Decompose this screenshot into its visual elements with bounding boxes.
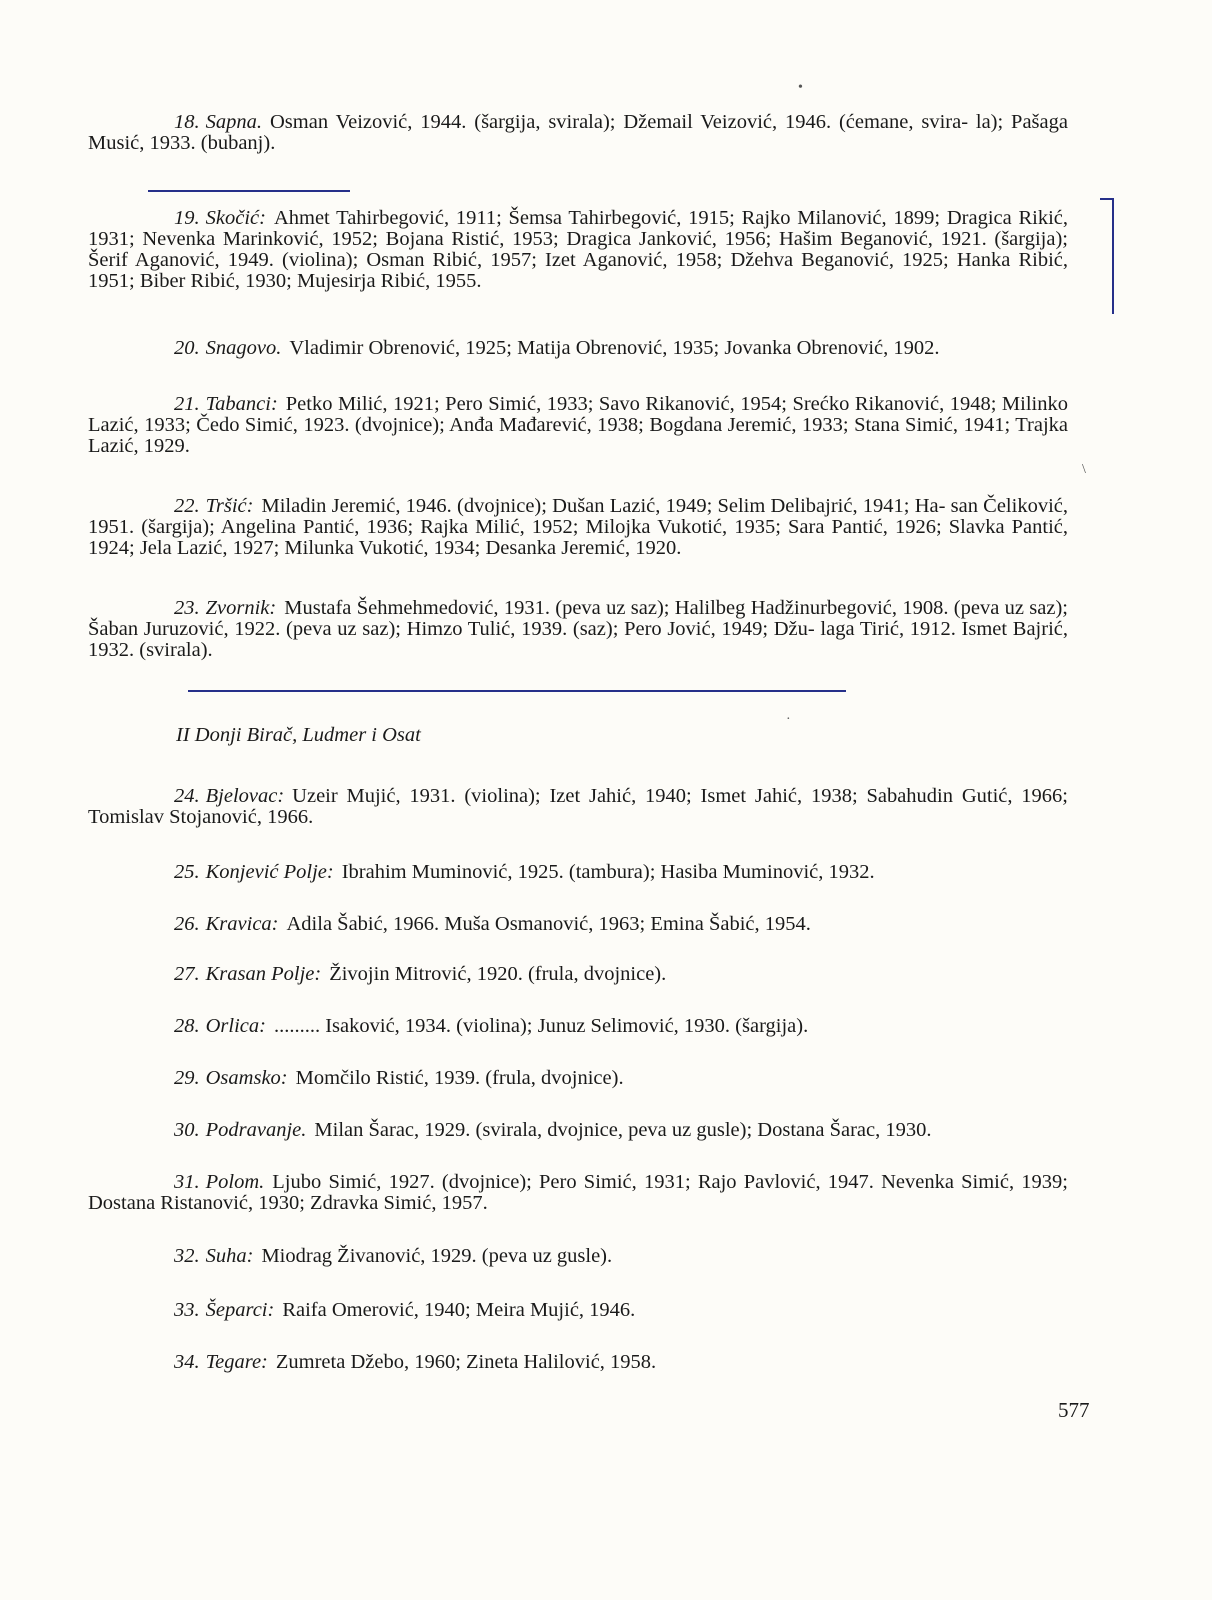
blue-pen-bracket (1100, 198, 1114, 314)
place-name: Osamsko: (205, 1067, 288, 1089)
blue-pen-underline (188, 690, 846, 692)
place-name: Tegare: (205, 1351, 268, 1373)
entry-text: Vladimir Obrenović, 1925; Matija Obrenović, 1935; Jovanka Obrenović, 1902. (289, 337, 940, 359)
entry-text: Petko Milić, 1921; Pero Simić, 1933; Savo Rikanović, 1954; Srećko Rikanović, 1948; Milinko Lazić, 1933; Čedo Simić, 1923. (dvojnice); Anđa Mađarević, 1938; Bogdana Jeremić, 1933; Stana Simić, 1941; Trajka Lazić, 1929. (88, 393, 1068, 457)
entry-21-tabanci (88, 394, 1068, 457)
section-heading: II Donji Birač, Ludmer i Osat (176, 724, 421, 746)
entry-text: Zumreta Džebo, 1960; Zineta Halilović, 1958. (275, 1351, 657, 1373)
entry-32-suha (88, 1246, 1068, 1267)
entry-text: ......... Isaković, 1934. (violina); Junuz Selimović, 1930. (šargija). (273, 1015, 809, 1037)
entry-number: 22. (174, 495, 200, 517)
entry-number: 26. (174, 913, 200, 935)
pen-mark: \ (1082, 462, 1086, 477)
entry-text: Uzeir Mujić, 1931. (violina); Izet Jahić, 1940; Ismet Jahić, 1938; Sabahudin Gutić, 1966; Tomislav Stojanović, 1966. (88, 785, 1068, 828)
entry-18-sapna (88, 112, 1068, 154)
entry-20-snagovo (88, 338, 1068, 359)
entry-19-skocic (88, 208, 1068, 292)
ink-mark: · (786, 712, 791, 727)
entry-number: 34. (174, 1351, 200, 1373)
place-name: Šeparci: (205, 1299, 275, 1321)
entry-26-kravica (88, 914, 1068, 935)
entry-29-osamsko (88, 1068, 1068, 1089)
place-name: Suha: (205, 1245, 254, 1267)
entry-24-bjelovac (88, 786, 1068, 828)
entry-text: Mustafa Šehmehmedović, 1931. (peva uz saz); Halilbeg Hadžinurbegović, 1908. (peva uz saz); Šaban Juruzović, 1922. (peva uz saz); Himzo Tulić, 1939. (saz); Pero Jović, 1949; Džu- laga Tirić, 1912. Ismet Bajrić, 1932. (svirala). (88, 597, 1068, 661)
entry-text: Miodrag Živanović, 1929. (peva uz gusle). (261, 1245, 613, 1267)
entry-33-separci (88, 1300, 1068, 1321)
entry-27-krasan-polje (88, 964, 1068, 985)
place-name: Zvornik: (205, 597, 277, 619)
blue-pen-underline (148, 190, 350, 192)
entry-number: 28. (174, 1015, 200, 1037)
place-name: Sapna. (205, 111, 262, 133)
place-name: Orlica: (205, 1015, 266, 1037)
entry-text: Miladin Jeremić, 1946. (dvojnice); Dušan Lazić, 1949; Selim Delibajrić, 1941; Ha- san Čeliković, 1951. (šargija); Angelina Pantić, 1936; Rajka Milić, 1952; Milojka Vukotić, 1935; Sara Pantić, 1926; Slavka Pantić, 1924; Jela Lazić, 1927; Milunka Vukotić, 1934; Desanka Jeremić, 1920. (88, 495, 1068, 559)
entry-number: 27. (174, 963, 200, 985)
entry-number: 19. (174, 207, 200, 229)
entry-number: 21. (174, 393, 200, 415)
entry-31-polom (88, 1172, 1068, 1214)
entry-number: 24. (174, 785, 200, 807)
entry-text: Osman Veizović, 1944. (šargija, svirala); Džemail Veizović, 1946. (ćemane, svira- la); Pašaga Musić, 1933. (bubanj). (88, 111, 1068, 154)
entry-number: 20. (174, 337, 200, 359)
place-name: Tabanci: (205, 393, 278, 415)
entry-text: Živojin Mitrović, 1920. (frula, dvojnice). (329, 963, 667, 985)
place-name: Tršić: (205, 495, 254, 517)
entry-23-zvornik (88, 598, 1068, 661)
place-name: Skočić: (205, 207, 266, 229)
entry-22-trsic (88, 496, 1068, 559)
page-number: 577 (1058, 1398, 1090, 1422)
entry-text: Momčilo Ristić, 1939. (frula, dvojnice). (295, 1067, 624, 1089)
entry-text: Ljubo Simić, 1927. (dvojnice); Pero Simić, 1931; Rajo Pavlović, 1947. Nevenka Simić, 1939; Dostana Ristanović, 1930; Zdravka Simić, 1957. (88, 1171, 1068, 1214)
entry-text: Milan Šarac, 1929. (svirala, dvojnice, peva uz gusle); Dostana Šarac, 1930. (314, 1119, 932, 1141)
entry-number: 32. (174, 1245, 200, 1267)
ink-mark: • (798, 80, 803, 95)
entry-number: 25. (174, 861, 200, 883)
entry-number: 33. (174, 1299, 200, 1321)
entry-number: 23. (174, 597, 200, 619)
entry-number: 29. (174, 1067, 200, 1089)
entry-text: Ahmet Tahirbegović, 1911; Šemsa Tahirbegović, 1915; Rajko Milanović, 1899; Dragica Rikić, 1931; Nevenka Marinković, 1952; Bojana Ristić, 1953; Dragica Janković, 1956; Hašim Beganović, 1921. (šargija); Šerif Aganović, 1949. (violina); Osman Ribić, 1957; Izet Aganović, 1958; Džehva Beganović, 1925; Hanka Ribić, 1951; Biber Ribić, 1930; Mujesirja Ribić, 1955. (88, 207, 1068, 292)
entry-text: Ibrahim Muminović, 1925. (tambura); Hasiba Muminović, 1932. (341, 861, 875, 883)
place-name: Bjelovac: (205, 785, 285, 807)
entry-number: 18. (174, 111, 200, 133)
entry-text: Adila Šabić, 1966. Muša Osmanović, 1963; Emina Šabić, 1954. (286, 913, 811, 935)
place-name: Konjević Polje: (205, 861, 334, 883)
entry-34-tegare (88, 1352, 1068, 1373)
entry-28-orlica (88, 1016, 1068, 1037)
place-name: Snagovo. (205, 337, 282, 359)
entry-number: 30. (174, 1119, 200, 1141)
entry-25-konjevic-polje (88, 862, 1068, 883)
entry-number: 31. (174, 1171, 200, 1193)
place-name: Podravanje. (205, 1119, 307, 1141)
entry-text: Raifa Omerović, 1940; Meira Mujić, 1946. (282, 1299, 636, 1321)
place-name: Krasan Polje: (205, 963, 322, 985)
place-name: Polom. (205, 1171, 265, 1193)
entry-30-podravanje (88, 1120, 1068, 1141)
place-name: Kravica: (205, 913, 279, 935)
